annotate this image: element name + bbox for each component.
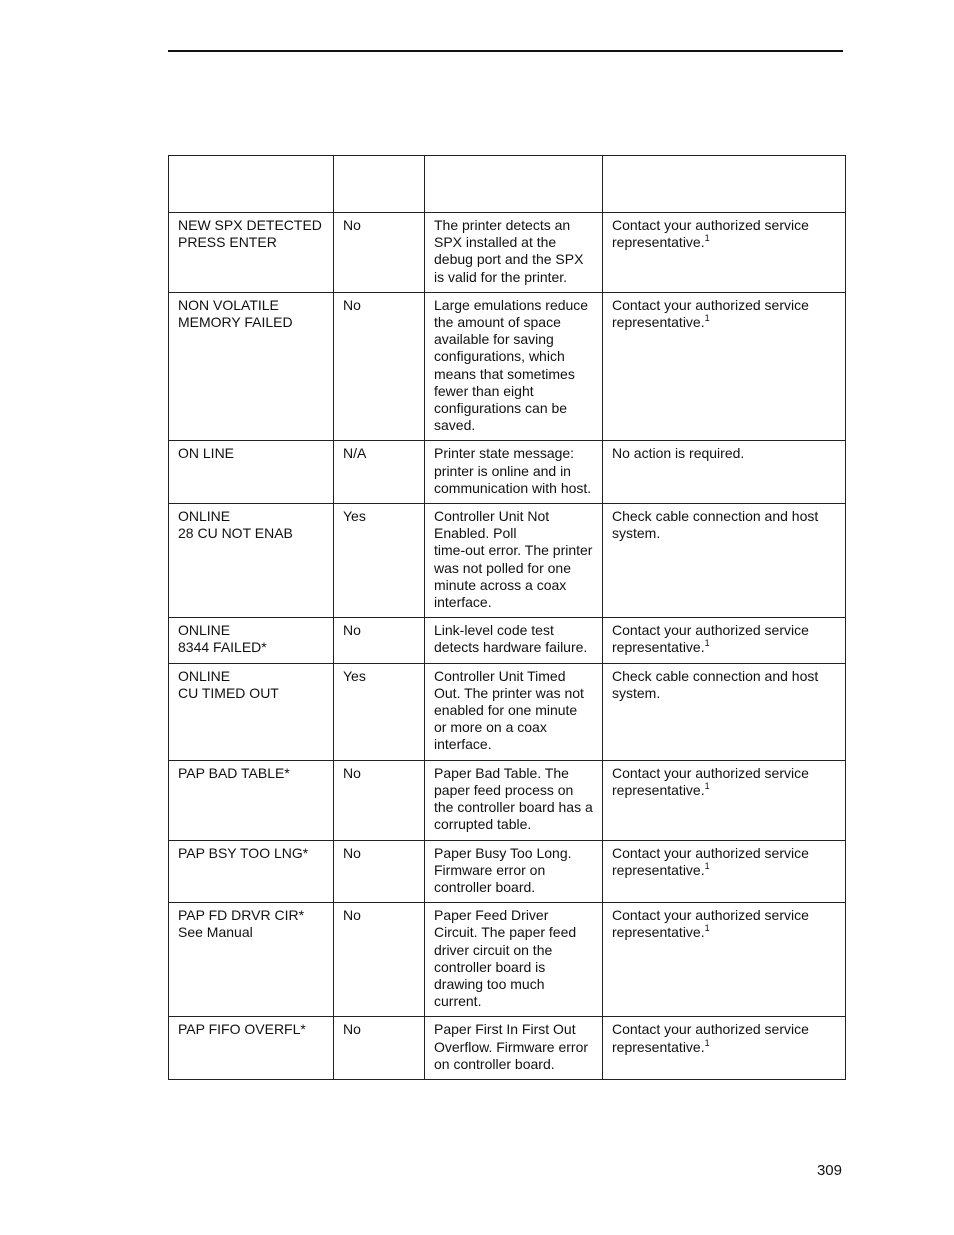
footnote-ref: 1 bbox=[704, 638, 710, 649]
clearable-cell: Yes bbox=[334, 504, 425, 618]
message-cell: ONLINE 28 CU NOT ENAB bbox=[169, 504, 334, 618]
footnote-ref: 1 bbox=[704, 1037, 710, 1048]
header-rule bbox=[168, 50, 843, 52]
table-header-row bbox=[169, 156, 846, 213]
header-cell-clearable bbox=[334, 156, 425, 213]
explanation-cell: Large emulations reduce the amount of space available for saving configurations, which means that sometimes fewer than eight configurations can be saved. bbox=[425, 292, 603, 441]
footnote-ref: 1 bbox=[704, 923, 710, 934]
action-cell: Contact your authorized service representative.$^1$ bbox=[603, 903, 846, 1017]
explanation-cell: The printer detects an SPX installed at the debug port and the SPX is valid for the printer. bbox=[425, 213, 603, 293]
action-cell: Check cable connection and host system. bbox=[603, 663, 846, 760]
explanation-cell: Printer state message: printer is online and in communication with host. bbox=[425, 441, 603, 504]
message-cell: PAP FD DRVR CIR* See Manual bbox=[169, 903, 334, 1017]
table-row bbox=[169, 504, 846, 618]
clearable-cell: No bbox=[334, 213, 425, 293]
clearable-cell: No bbox=[334, 618, 425, 663]
explanation-cell: Controller Unit Not Enabled. Poll time-out error. The printer was not polled for one minute across a coax interface. bbox=[425, 504, 603, 618]
message-cell: ONLINE CU TIMED OUT bbox=[169, 663, 334, 760]
action-cell: Contact your authorized service representative.$^1$ bbox=[603, 213, 846, 293]
message-table bbox=[168, 155, 846, 1080]
message-cell: ONLINE 8344 FAILED* bbox=[169, 618, 334, 663]
explanation-cell: Paper Busy Too Long. Firmware error on controller board. bbox=[425, 840, 603, 903]
clearable-cell: N/A bbox=[334, 441, 425, 504]
explanation-cell: Link-level code test detects hardware failure. bbox=[425, 618, 603, 663]
message-cell: NEW SPX DETECTED PRESS ENTER bbox=[169, 213, 334, 293]
footnote-ref: 1 bbox=[704, 313, 710, 324]
explanation-cell: Paper First In First Out Overflow. Firmware error on controller board. bbox=[425, 1017, 603, 1080]
action-cell: Contact your authorized service representative.$^1$ bbox=[603, 840, 846, 903]
table-row bbox=[169, 760, 846, 840]
message-cell: PAP FIFO OVERFL* bbox=[169, 1017, 334, 1080]
clearable-cell: No bbox=[334, 292, 425, 441]
action-cell: Contact your authorized service representative.$^1$ bbox=[603, 292, 846, 441]
table-row bbox=[169, 441, 846, 504]
table-row bbox=[169, 292, 846, 441]
message-cell: NON VOLATILE MEMORY FAILED bbox=[169, 292, 334, 441]
explanation-cell: Paper Bad Table. The paper feed process on the controller board has a corrupted table. bbox=[425, 760, 603, 840]
footnote-ref: 1 bbox=[704, 780, 710, 791]
clearable-cell: No bbox=[334, 760, 425, 840]
clearable-cell: No bbox=[334, 903, 425, 1017]
action-cell: Contact your authorized service representative.$^1$ bbox=[603, 618, 846, 663]
action-cell: Check cable connection and host system. bbox=[603, 504, 846, 618]
clearable-cell: No bbox=[334, 840, 425, 903]
table-row bbox=[169, 903, 846, 1017]
header-cell-message bbox=[169, 156, 334, 213]
clearable-cell: No bbox=[334, 1017, 425, 1080]
page-number: 309 bbox=[816, 1162, 842, 1179]
message-cell: ON LINE bbox=[169, 441, 334, 504]
action-cell: No action is required. bbox=[603, 441, 846, 504]
table-row bbox=[169, 840, 846, 903]
header-cell-action bbox=[603, 156, 846, 213]
table-row bbox=[169, 618, 846, 663]
table-row bbox=[169, 1017, 846, 1080]
table-row bbox=[169, 663, 846, 760]
footnote-ref: 1 bbox=[704, 860, 710, 871]
action-cell: Contact your authorized service representative.$^1$ bbox=[603, 760, 846, 840]
footnote-ref: 1 bbox=[704, 233, 710, 244]
table-row bbox=[169, 213, 846, 293]
clearable-cell: Yes bbox=[334, 663, 425, 760]
header-cell-explanation bbox=[425, 156, 603, 213]
explanation-cell: Paper Feed Driver Circuit. The paper feed driver circuit on the controller board is drawing too much current. bbox=[425, 903, 603, 1017]
message-cell: PAP BAD TABLE* bbox=[169, 760, 334, 840]
action-cell: Contact your authorized service representative.$^1$ bbox=[603, 1017, 846, 1080]
message-cell: PAP BSY TOO LNG* bbox=[169, 840, 334, 903]
explanation-cell: Controller Unit Timed Out. The printer was not enabled for one minute or more on a coax interface. bbox=[425, 663, 603, 760]
